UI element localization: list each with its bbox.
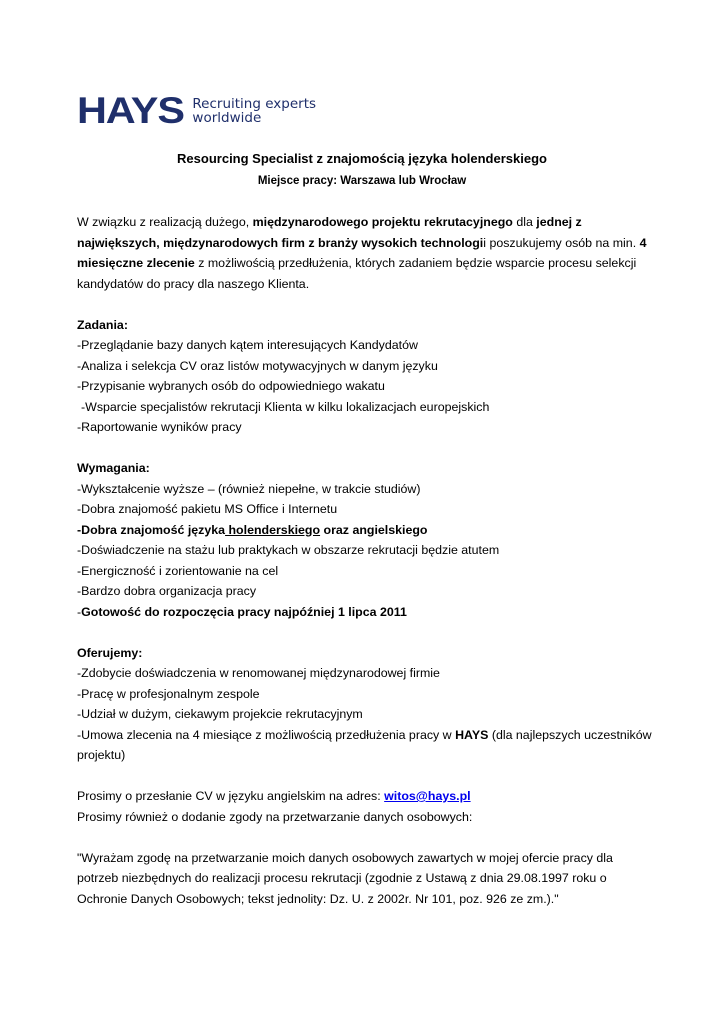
hays-logo	[77, 92, 316, 129]
contact-text: Prosimy o przesłanie CV w języku angielskim na adres:	[77, 789, 385, 803]
task-item: -Wsparcie specjalistów rekrutacji Klienta w kilku lokalizacjach europejskich	[81, 399, 490, 414]
offer-contract-c: (dla najlepszych uczestników projektu)	[77, 727, 652, 762]
offer-item: -Pracę w profesjonalnym zespole	[77, 686, 260, 701]
document-body	[77, 212, 652, 909]
intro-bold-1: międzynarodowego projektu rekrutacyjnego	[252, 215, 513, 229]
requirements-heading: Wymagania:	[77, 461, 150, 475]
requirement-item	[77, 602, 652, 623]
job-title: Resourcing Specialist z znajomością języka holenderskiego	[177, 151, 547, 166]
requirement-start-date: Gotowość do rozpoczęcia pracy najpóźniej 1 lipca 2011	[81, 604, 407, 619]
intro-text-4: z możliwością przedłużenia, których zadaniem będzie wsparcie procesu selekcji kandydatów do pracy dla naszego Klienta.	[77, 256, 637, 291]
consent-request: Prosimy również o dodanie zgody na przetwarzanie danych osobowych:	[77, 809, 473, 824]
offer-heading: Oferujemy:	[77, 645, 143, 660]
requirement-item: -Dobra znajomość pakietu MS Office i Internetu	[77, 502, 338, 516]
requirement-item: -Energiczność i zorientowanie na cel	[77, 563, 279, 578]
tasks-heading: Zadania:	[77, 317, 128, 332]
task-item: -Raportowanie wyników pracy	[77, 420, 242, 434]
intro-text-3: i poszukujemy osób na min.	[483, 235, 640, 250]
intro-bold-2: jednej z największych, międzynarodowych firm z branży wysokich technologi	[77, 215, 582, 250]
offer-item	[77, 725, 652, 766]
offer-contract-a: -Umowa zlecenia na 4 miesiące z możliwością przedłużenia pracy w	[77, 727, 456, 742]
intro-text-1: W związku z realizacją dużego,	[77, 215, 253, 229]
email-link[interactable]: witos@hays.pl	[384, 789, 471, 803]
offer-item: -Zdobycie doświadczenia w renomowanej międzynarodowej firmie	[77, 666, 440, 680]
intro-bold-3: 4 miesięczne zlecenie	[77, 235, 647, 270]
offer-item: -Udział w dużym, ciekawym projekcie rekrutacyjnym	[77, 707, 363, 721]
task-item: -Analiza i selekcja CV oraz listów motywacyjnych w danym języku	[77, 358, 438, 373]
requirement-lang-c: oraz angielskiego	[320, 522, 428, 537]
requirement-item: -Doświadczenie na stażu lub praktykach w obszarze rekrutacji będzie atutem	[77, 543, 500, 557]
contact-line	[77, 786, 652, 807]
logo-tagline-line2: worldwide	[192, 109, 262, 126]
offer-contract-hays: HAYS	[455, 727, 489, 742]
task-item: -Przeglądanie bazy danych kątem interesujących Kandydatów	[77, 338, 418, 352]
job-location: Miejsce pracy: Warszawa lub Wrocław	[257, 175, 467, 187]
requirement-item	[77, 520, 652, 541]
logo-brand: HAYS	[77, 90, 184, 131]
requirement-lang-dutch: holenderskiego	[225, 522, 321, 537]
consent-clause: "Wyrażam zgodę na przetwarzanie moich danych osobowych zawartych w mojej ofercie pracy dla potrzeb niezbędnych do realizacji procesu rekrutacji (zgodnie z Ustawą z dnia 29.08.1997 roku o Ochronie Danych Osobowych; tekst jednolity: Dz. U. z 2002r. Nr 101, poz. 926 ze zm.)."	[77, 850, 613, 906]
intro-text-2: dla	[512, 215, 537, 229]
intro-paragraph	[77, 212, 652, 294]
requirement-lang-a: -Dobra znajomość języka	[77, 522, 226, 537]
logo-tagline-line1: Recruiting experts	[192, 95, 317, 112]
requirement-dash: -	[77, 604, 82, 619]
task-item: -Przypisanie wybranych osób do odpowiedniego wakatu	[77, 379, 385, 393]
requirement-item: -Wykształcenie wyższe – (również niepełne, w trakcie studiów)	[77, 481, 421, 496]
logo-tagline	[192, 97, 316, 125]
requirement-item: -Bardzo dobra organizacja pracy	[77, 584, 257, 598]
